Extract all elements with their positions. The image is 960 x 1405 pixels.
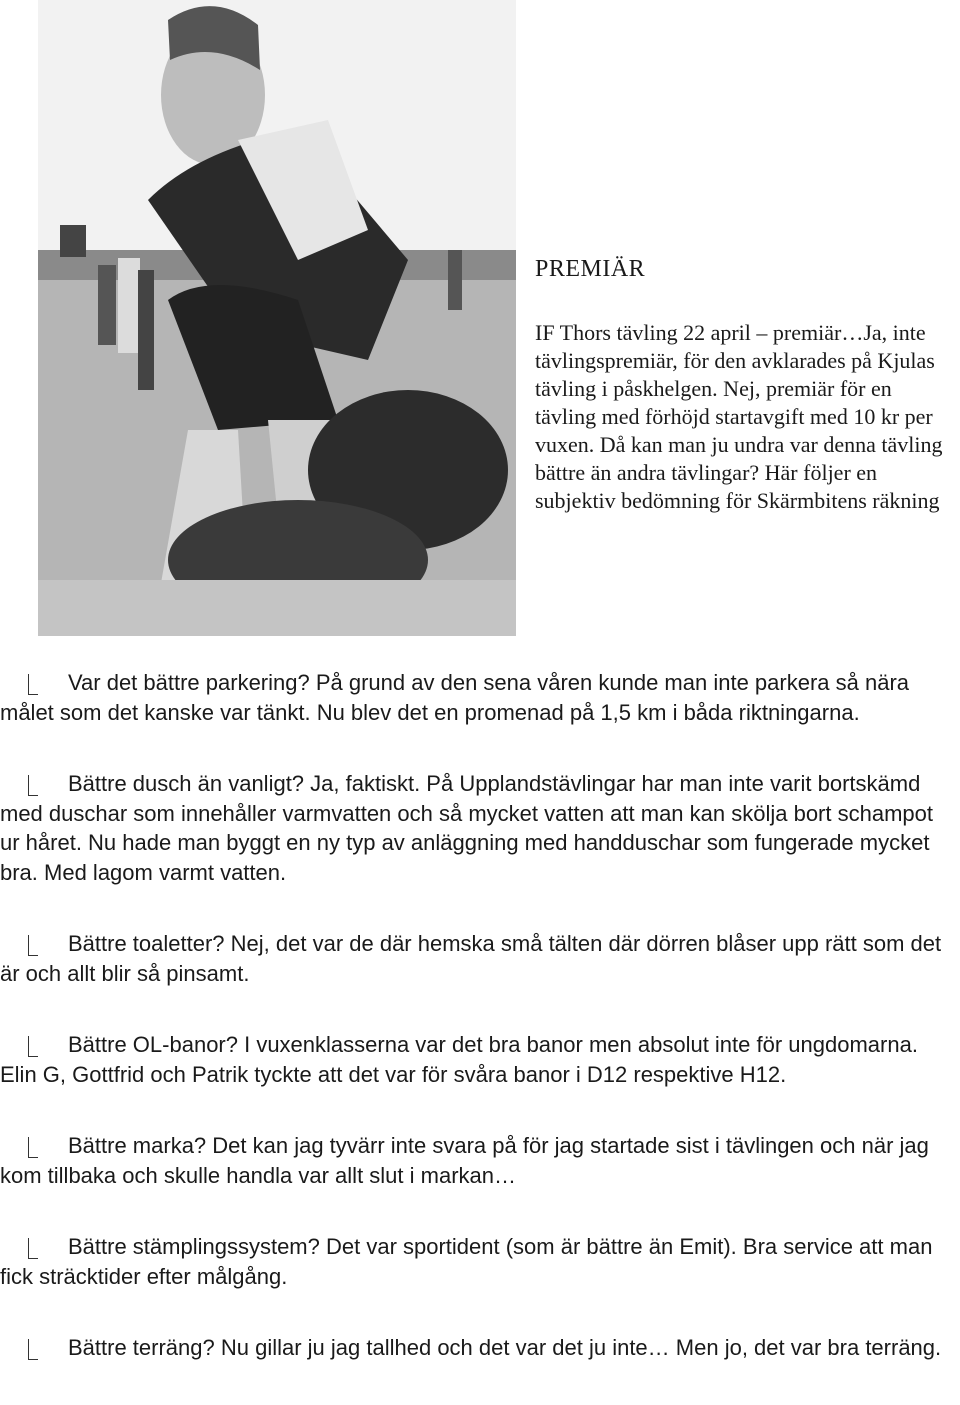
list-item: Bättre stämplingssystem? Det var sportident (som är bättre än Emit). Bra service att man fick sträcktider efter målgång. [0,1234,933,1289]
bullet-icon [28,1339,38,1360]
article-title: PREMIÄR [535,256,646,282]
list-item: Bättre marka? Det kan jag tyvärr inte svara på för jag startade sist i tävlingen och när jag kom tillbaka och skulle handla var allt slut i markan… [0,1133,929,1188]
bullet-icon [28,935,38,956]
list-item: Var det bättre parkering? På grund av den sena våren kunde man inte parkera så nära målet som det kanske var tänkt. Nu blev det en promenad på 1,5 km i båda riktningarna. [0,670,910,725]
bullet-icon [28,674,38,695]
bullet-icon [28,1137,38,1158]
list-item: Bättre OL-banor? I vuxenklasserna var det bra banor men absolut inte för ungdomarna. Elin G, Gottfrid och Patrik tyckte att det var för svåra banor i D12 respektive H12. [0,1032,918,1087]
bullet-icon [28,775,38,796]
article-photo [38,0,516,636]
photo-illustration [38,0,516,636]
list-item: Bättre dusch än vanligt? Ja, faktiskt. På Upplandstävlingar har man inte varit bortskämd med duschar som innehåller varmvatten och så mycket vatten att man kan skölja bort schampot ur håret. Nu hade man byggt en ny typ av anläggning med handduschar som fungerade mycket bra. Med lagom varmt vatten. [0,771,933,885]
article-intro: IF Thors tävling 22 april – premiär…Ja, inte tävlingspremiär, för den avklarades på Kjulas tävling i påskhelgen. Nej, premiär för en tävling med förhöjd startavgift med 10 kr per vuxen. Då kan man ju undra var denna tävling bättre än andra tävlingar? Här följer en subjektiv bedömning för Skärmbitens räkning [535,320,943,513]
bullet-icon [28,1036,38,1057]
list-item: Bättre toaletter? Nej, det var de där hemska små tälten där dörren blåser upp rätt som det är och allt blir så pinsamt. [0,931,942,986]
question-list [0,668,958,1405]
list-item: Bättre terräng? Nu gillar ju jag tallhed och det var det ju inte… Men jo, det var bra terräng. [0,1333,958,1363]
bullet-icon [28,1238,38,1259]
